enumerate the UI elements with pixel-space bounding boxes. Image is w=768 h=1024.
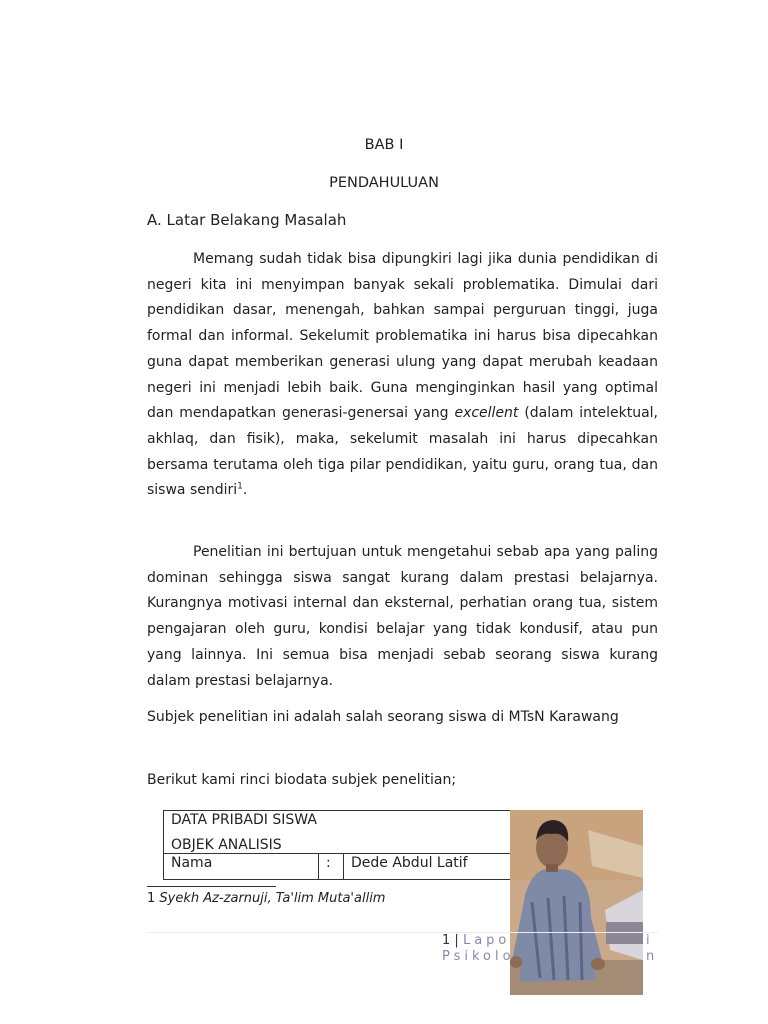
paragraph-text: (dalam intelektual, akhlaq, dan fisik), maka, sekelumit masalah ini harus dipecahkan bersama terutama oleh tiga pilar pendidikan, yaitu guru, orang tua, dan siswa sendiri [147,405,658,499]
paragraph-end: . [242,482,248,499]
footer-title-line2: Psikolo [442,949,515,964]
footer-title-tail [646,933,658,965]
footer-title-tail-line1: i [646,933,654,948]
table-divider [164,853,510,854]
table-column-divider [343,853,344,879]
chapter-title: PENDAHULUAN [329,175,439,191]
footer-divider [147,932,658,933]
paragraph-biodata-intro: Berikut kami rinci biodata subjek penelitian; [147,772,457,788]
section-heading: A. Latar Belakang Masalah [147,211,347,229]
footnote-number: 1 [147,891,156,906]
paragraph-latar-belakang [147,247,658,504]
footnote-reference[interactable]: 1 [237,481,243,492]
paragraph-text: Memang sudah tidak bisa dipungkiri lagi jika dunia pendidikan di negeri kita ini menyimpan banyak sekali problematika. Dimulai dari pendidikan dasar, menengah, bahkan sampai perguruan tinggi, juga formal dan informal. Sekelumit problematika ini harus bisa dipecahkan guna dapat memberikan generasi ulung yang dapat merubah keadaan negeri ini menjadi lebih baik. Guna menginginkan hasil yang optimal dan mendapatkan generasi-genersai yang [147,251,658,422]
footnote-text: Syekh Az-zarnuji, Ta'lim Muta'allim [159,891,386,906]
table-title: DATA PRIBADI SISWA [171,812,317,828]
table-row-label: Nama [171,855,213,871]
italic-term: excellent [454,405,519,422]
footer-title-line1: Lapo [462,933,511,948]
footer-title-tail-line2: n [646,949,659,964]
footnote [147,891,385,906]
table-row-separator: : [326,855,331,871]
page-number: 1 [442,933,451,948]
page-footer [442,933,515,965]
table-column-divider [318,853,319,879]
paragraph-subjek: Subjek penelitian ini adalah salah seorang siswa di MTsN Karawang [147,709,619,725]
paragraph-tujuan: Penelitian ini bertujuan untuk mengetahui sebab apa yang paling dominan sehingga siswa sangat kurang dalam prestasi belajarnya. Kurangnya motivasi internal dan eksternal, perhatian orang tua, sistem pengajaran oleh guru, kondisi belajar yang tidak kondusif, atau pun yang lainnya. Ini semua bisa menjadi sebab seorang siswa kurang dalam prestasi belajarnya. [147,544,658,689]
table-subtitle: OBJEK ANALISIS [171,837,282,853]
student-photo-illustration [510,810,643,995]
table-row-value: Dede Abdul Latif [351,855,468,871]
student-photo [510,810,643,995]
footnote-divider [147,886,276,887]
biodata-table [163,810,511,880]
footer-separator: | [454,933,459,948]
chapter-number: BAB I [364,137,404,153]
